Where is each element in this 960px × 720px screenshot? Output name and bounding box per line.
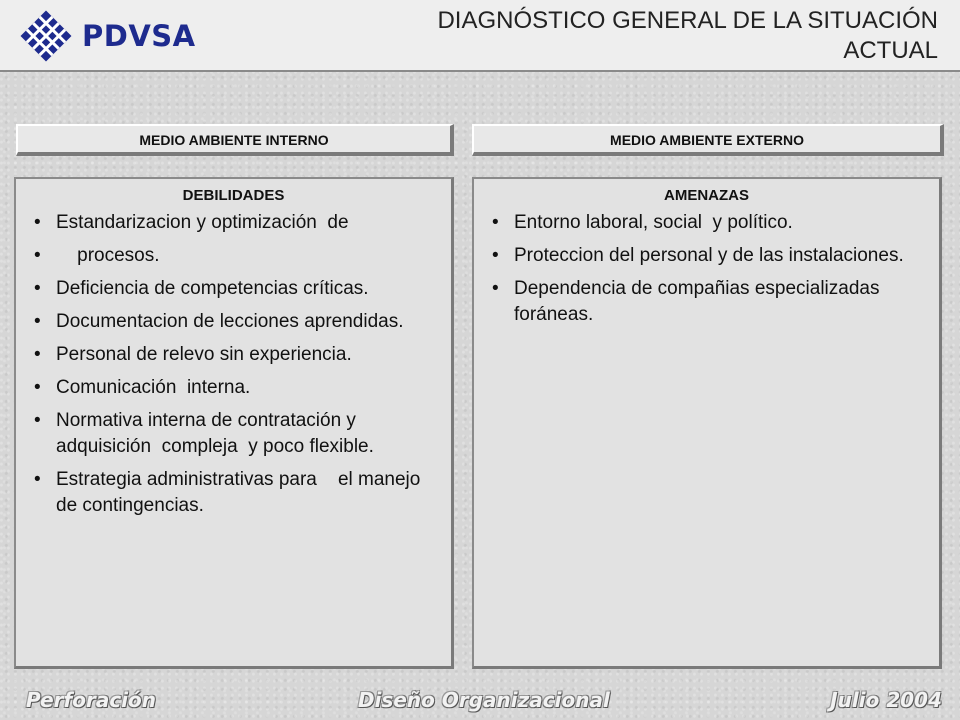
list-item: • Proteccion del personal y de las instalaciones. [484, 243, 929, 269]
threats-list [484, 210, 929, 328]
threats-title: AMENAZAS [664, 187, 749, 204]
pdvsa-logo-icon [18, 10, 74, 62]
list-item: • Comunicación interna. [26, 375, 441, 401]
footer-center: Diseño Organizacional [358, 688, 610, 712]
weaknesses-panel [14, 177, 454, 669]
list-item: • Deficiencia de competencias críticas. [26, 276, 441, 302]
threats-panel [472, 177, 942, 669]
list-item: • Personal de relevo sin experiencia. [26, 342, 441, 368]
pdvsa-logo [18, 10, 196, 62]
footer-left: Perforación [26, 688, 157, 712]
list-item: • Dependencia de compañias especializadas foráneas. [484, 276, 929, 328]
list-item: • Estandarizacion y optimización de [26, 210, 441, 236]
header-band [0, 0, 960, 72]
list-item: • Entorno laboral, social y político. [484, 210, 929, 236]
footer-right: Julio 2004 [830, 688, 942, 712]
list-item: • Documentacion de lecciones aprendidas. [26, 309, 441, 335]
weaknesses-list [26, 210, 441, 519]
logo-text: PDVSA [82, 19, 196, 53]
list-item: • procesos. [26, 243, 441, 269]
external-environment-header: MEDIO AMBIENTE EXTERNO [472, 124, 944, 156]
list-item: • Normativa interna de contratación y adquisición compleja y poco flexible. [26, 408, 441, 460]
page-title: DIAGNÓSTICO GENERAL DE LA SITUACIÓN ACTUAL [437, 7, 938, 64]
list-item: • Estrategia administrativas para el manejo de contingencias. [26, 467, 441, 519]
footer [0, 684, 960, 720]
internal-environment-header: MEDIO AMBIENTE INTERNO [16, 124, 454, 156]
weaknesses-title: DEBILIDADES [182, 187, 285, 204]
